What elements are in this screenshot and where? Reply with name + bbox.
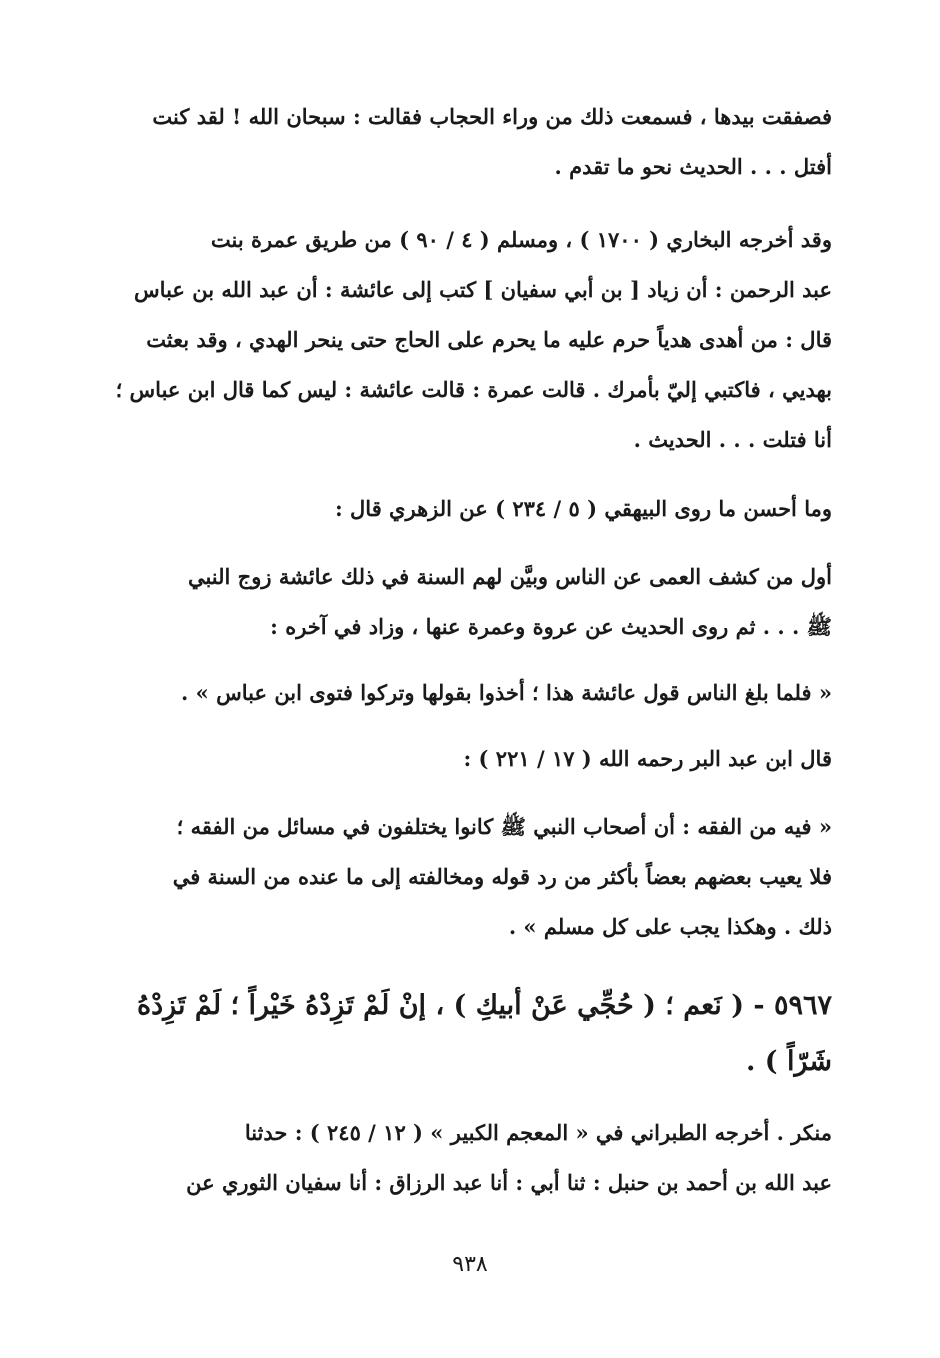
text-line: قال ابن عبد البر رحمه الله ( ١٧ / ٢٢١ ) : bbox=[463, 746, 832, 771]
text-line: أفتل . . . الحديث نحو ما تقدم . bbox=[554, 154, 832, 179]
text-line: ذلك . وهكذا يجب على كل مسلم » . bbox=[508, 914, 832, 939]
text-line: أنا فتلت . . . الحديث . bbox=[633, 427, 832, 452]
text-line: « فلما بلغ الناس قول عائشة هذا ؛ أخذوا بقولها وتركوا فتوى ابن عباس » . bbox=[181, 680, 832, 705]
hadith-line: ٥٩٦٧ - ( نَعم ؛ ( حُجِّي عَنْ أبيكِ ) ، إنْ لَمْ تَزِدْهُ خَيْراً ؛ لَمْ تَزِدْهُ bbox=[136, 990, 832, 1021]
text-line: وما أحسن ما روى البيهقي ( ٥ / ٢٣٤ ) عن الزهري قال : bbox=[334, 496, 832, 521]
paragraph-commentary bbox=[88, 1108, 832, 1208]
page-number: ٩٣٨ bbox=[452, 1252, 488, 1277]
text-line: قال : من أهدى هدياً حرم عليه ما يحرم على الحاج حتى ينحر الهدي ، وقد بعثت bbox=[146, 327, 832, 352]
hadith-line: شَرّاً ) . bbox=[746, 1046, 832, 1077]
paragraph-continuation bbox=[88, 92, 832, 192]
text-line: ﷺ . . . ثم روى الحديث عن عروة وعمرة عنها ، وزاد في آخره : bbox=[270, 614, 832, 639]
paragraph-bayhaqi bbox=[88, 484, 832, 534]
text-line: منكر . أخرجه الطبراني في « المعجم الكبير » ( ١٢ / ٢٤٥ ) : حدثنا bbox=[244, 1120, 832, 1145]
text-line: عبد الرحمن : أن زياد [ بن أبي سفيان ] كتب إلى عائشة : أن عبد الله بن عباس bbox=[134, 277, 832, 302]
text-line: فلا يعيب بعضهم بعضاً بأكثر من رد قوله ومخالفته إلى ما عنده من السنة في bbox=[172, 864, 832, 889]
paragraph-fiqh-quote bbox=[88, 802, 832, 952]
text-line: فصفقت بيدها ، فسمعت ذلك من وراء الحجاب فقالت : سبحان الله ! لقد كنت bbox=[152, 104, 832, 129]
text-line: بهديي ، فاكتبي إليّ بأمرك . قالت عمرة : قالت عائشة : ليس كما قال ابن عباس ؛ bbox=[115, 377, 832, 402]
paragraph-takhrij bbox=[88, 215, 832, 465]
text-line: وقد أخرجه البخاري ( ١٧٠٠ ) ، ومسلم ( ٤ / ٩٠ ) من طريق عمرة بنت bbox=[210, 227, 832, 252]
text-line: أول من كشف العمى عن الناس وبيَّن لهم السنة في ذلك عائشة زوج النبي bbox=[187, 564, 832, 589]
paragraph-quote-zuhri bbox=[88, 552, 832, 652]
paragraph-quote-end bbox=[88, 668, 832, 718]
text-line: عبد الله بن أحمد بن حنبل : ثنا أبي : أنا عبد الرزاق : أنا سفيان الثوري عن bbox=[186, 1170, 832, 1195]
text-line: « فيه من الفقه : أن أصحاب النبي ﷺ كانوا يختلفون في مسائل من الفقه ؛ bbox=[176, 814, 832, 839]
paragraph-ibn-abd-al-barr bbox=[88, 734, 832, 784]
hadith-heading bbox=[88, 978, 832, 1090]
